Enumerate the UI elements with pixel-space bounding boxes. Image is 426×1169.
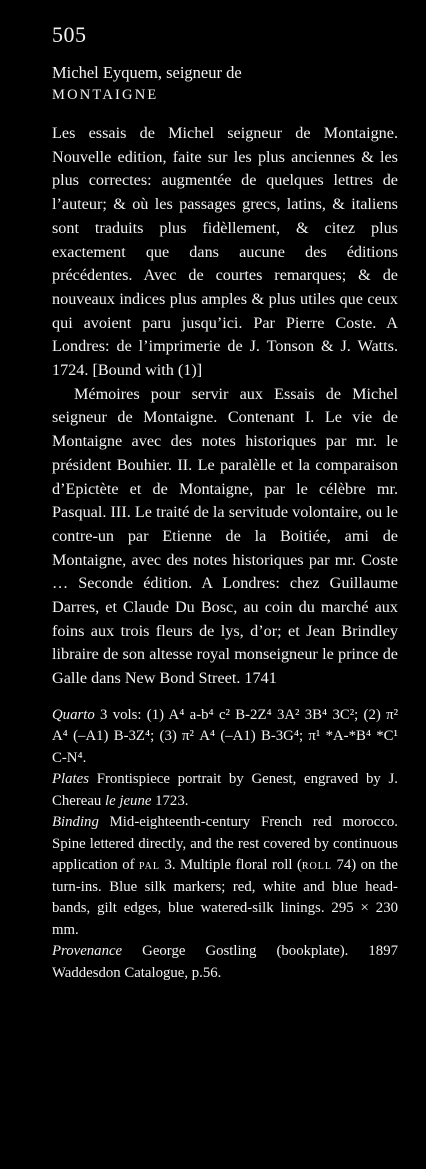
author-line: Michel Eyquem, seigneur de <box>52 63 242 82</box>
quarto-text: 3 vols: (1) A⁴ a-b⁴ c² B-2Z⁴ 3A² 3B⁴ 3C²; (2) π² A⁴ (–A1) B-3Z⁴; (3) π² A⁴ (–A1) B-3G⁴; π¹ *A-*B⁴ *C¹ C-N⁴. <box>52 706 398 766</box>
binding-label: Binding <box>52 814 99 831</box>
quarto-label: Quarto <box>52 706 95 723</box>
binding-pal: pal <box>139 857 160 874</box>
provenance-label: Provenance <box>52 943 123 960</box>
plates-label: Plates <box>52 771 89 788</box>
collation-notes <box>52 705 398 985</box>
binding-text-c: 74) on the turn-ins. Blue silk markers; red, white and blue head-bands, gilt edges, blue watered-silk linings. 295 × 230 mm. <box>52 857 398 938</box>
plates-text-a: Frontispiece portrait by Genest, engraved by J. Chereau <box>52 771 398 809</box>
binding-text-b: 3. Multiple floral roll ( <box>159 857 302 874</box>
description-paragraph-2: Mémoires pour servir aux Essais de Michel seigneur de Montaigne. Contenant I. Le vie de Montaigne avec des notes historiques par mr. le président Bouhier. II. Le paralèlle et la comparaison d’Epictète et de Montaigne, par le célèbre mr. Pasqual. III. Le traité de la servitude volontaire, ou le contre-un par Etienne de la Boitiée, ami de Montaigne, avec des notes historiques par mr. Coste … Seconde édition. A Londres: chez Guillaume Darres, et Claude Du Bosc, au coin du marché aux foins aux trois fleurs de lys, d’or; et Jean Brindley libraire de son altesse royal monseigneur le prince de Galle dans New Bond Street. 1741 <box>52 384 398 688</box>
plates-note <box>52 769 398 812</box>
entry-number: 505 <box>52 22 87 47</box>
description-paragraph-1: Les essais de Michel seigneur de Montaigne. Nouvelle edition, faite sur les plus anciennes & les plus correctes: augmentée de quelques lettres de l’auteur; & où les passages grecs, latins, & italiens sont traduits plus fidèllement, & citez plus exactement que dans aucune des éditions précédentes. Avec de courtes remarques; & de nouveaux indices plus amples & plus utiles que ceux qui avoient paru jusqu’ici. Par Pierre Coste. A Londres: de l’imprimerie de J. Tonson & J. Watts. 1724. [Bound with (1)] <box>52 124 398 380</box>
quarto-note <box>52 705 398 770</box>
provenance-note <box>52 941 398 984</box>
plates-italic: le jeune <box>105 792 152 809</box>
binding-text-a: Mid-eighteenth-century French red morocco. Spine lettered directly, and the rest covered by continuous application of <box>52 814 398 874</box>
plates-text-b: 1723. <box>151 792 189 809</box>
author-surname: MONTAIGNE <box>52 87 159 103</box>
binding-note <box>52 812 398 941</box>
binding-roll: roll <box>301 857 332 874</box>
provenance-text: George Gostling (bookplate). 1897 Waddesdon Catalogue, p.56. <box>52 943 398 981</box>
